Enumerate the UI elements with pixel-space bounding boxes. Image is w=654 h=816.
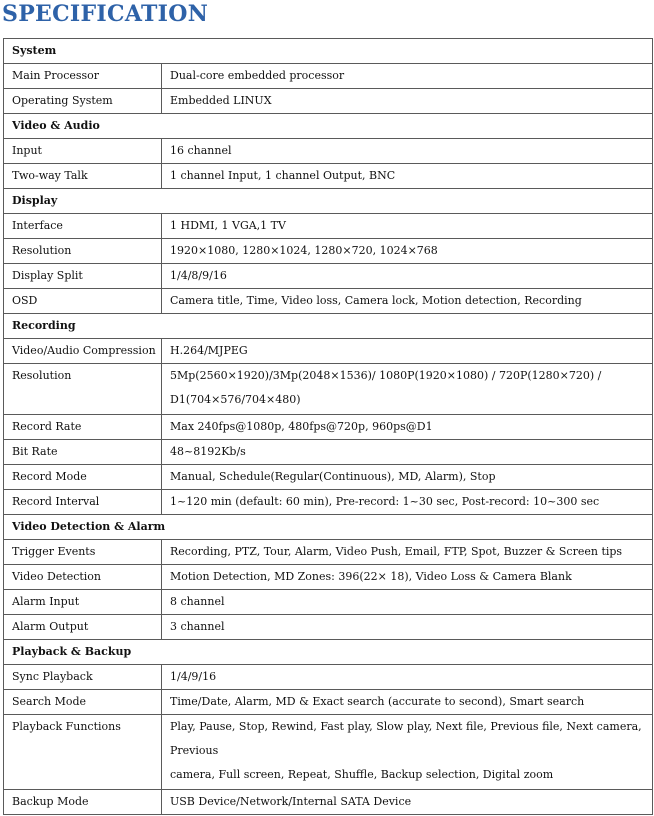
spec-value: 1 HDMI, 1 VGA,1 TV [162,214,653,239]
spec-label: Interface [4,214,162,239]
spec-value-line: camera, Full screen, Repeat, Shuffle, Backup selection, Digital zoom [170,768,554,781]
spec-table [3,38,653,815]
section-title: Video Detection & Alarm [4,515,653,540]
spec-label: Resolution [4,364,162,415]
section-header-row [4,314,653,339]
spec-value: 1 channel Input, 1 channel Output, BNC [162,164,653,189]
spec-label: Record Interval [4,490,162,515]
spec-value: Manual, Schedule(Regular(Continuous), MD, Alarm), Stop [162,465,653,490]
section-header-row [4,189,653,214]
section-title: Recording [4,314,653,339]
spec-label: Operating System [4,89,162,114]
section-header-row [4,39,653,64]
spec-row [4,364,653,415]
spec-label: Input [4,139,162,164]
spec-row [4,264,653,289]
section-title: System [4,39,653,64]
spec-label: Sync Playback [4,665,162,690]
spec-row [4,440,653,465]
spec-value: Recording, PTZ, Tour, Alarm, Video Push, Email, FTP, Spot, Buzzer & Screen tips [162,540,653,565]
spec-value: Motion Detection, MD Zones: 396(22× 18), Video Loss & Camera Blank [162,565,653,590]
spec-label: Search Mode [4,690,162,715]
spec-label: Video/Audio Compression [4,339,162,364]
spec-row [4,690,653,715]
spec-value: Max 240fps@1080p, 480fps@720p, 960ps@D1 [162,415,653,440]
spec-row [4,790,653,815]
spec-row [4,590,653,615]
spec-value: Embedded LINUX [162,89,653,114]
spec-value [162,715,653,790]
spec-label: Alarm Output [4,615,162,640]
spec-label: Resolution [4,239,162,264]
spec-value: Time/Date, Alarm, MD & Exact search (accurate to second), Smart search [162,690,653,715]
spec-value: Camera title, Time, Video loss, Camera lock, Motion detection, Recording [162,289,653,314]
spec-table-body [4,39,653,815]
page-title: SPECIFICATION [2,1,209,27]
spec-value: 1/4/9/16 [162,665,653,690]
spec-value-line: D1(704×576/704×480) [170,393,301,406]
spec-value: Dual-core embedded processor [162,64,653,89]
spec-value-line: 5Mp(2560×1920)/3Mp(2048×1536)/ 1080P(1920×1080) / 720P(1280×720) / [170,369,602,382]
section-title: Playback & Backup [4,640,653,665]
spec-value: 1920×1080, 1280×1024, 1280×720, 1024×768 [162,239,653,264]
spec-value-line: Play, Pause, Stop, Rewind, Fast play, Slow play, Next file, Previous file, Next camera, Previous [170,720,642,757]
spec-row [4,565,653,590]
section-header-row [4,515,653,540]
spec-value: H.264/MJPEG [162,339,653,364]
spec-label: Two-way Talk [4,164,162,189]
spec-label: Bit Rate [4,440,162,465]
spec-label: Playback Functions [4,715,162,790]
spec-label: Alarm Input [4,590,162,615]
spec-value: 3 channel [162,615,653,640]
spec-row [4,715,653,790]
spec-row [4,465,653,490]
section-header-row [4,640,653,665]
spec-value: 48~8192Kb/s [162,440,653,465]
spec-row [4,490,653,515]
spec-row [4,164,653,189]
spec-value [162,364,653,415]
spec-label: Display Split [4,264,162,289]
spec-value: USB Device/Network/Internal SATA Device [162,790,653,815]
spec-label: Record Rate [4,415,162,440]
section-header-row [4,114,653,139]
spec-value: 1~120 min (default: 60 min), Pre-record: 1~30 sec, Post-record: 10~300 sec [162,490,653,515]
spec-row [4,89,653,114]
spec-row [4,239,653,264]
section-title: Display [4,189,653,214]
spec-row [4,615,653,640]
spec-row [4,540,653,565]
section-title: Video & Audio [4,114,653,139]
spec-label: Backup Mode [4,790,162,815]
spec-label: OSD [4,289,162,314]
spec-row [4,214,653,239]
spec-label: Record Mode [4,465,162,490]
spec-label: Main Processor [4,64,162,89]
spec-row [4,139,653,164]
spec-value: 1/4/8/9/16 [162,264,653,289]
spec-row [4,665,653,690]
spec-value: 8 channel [162,590,653,615]
spec-row [4,415,653,440]
spec-label: Trigger Events [4,540,162,565]
spec-row [4,339,653,364]
spec-value: 16 channel [162,139,653,164]
spec-label: Video Detection [4,565,162,590]
spec-row [4,289,653,314]
spec-row [4,64,653,89]
